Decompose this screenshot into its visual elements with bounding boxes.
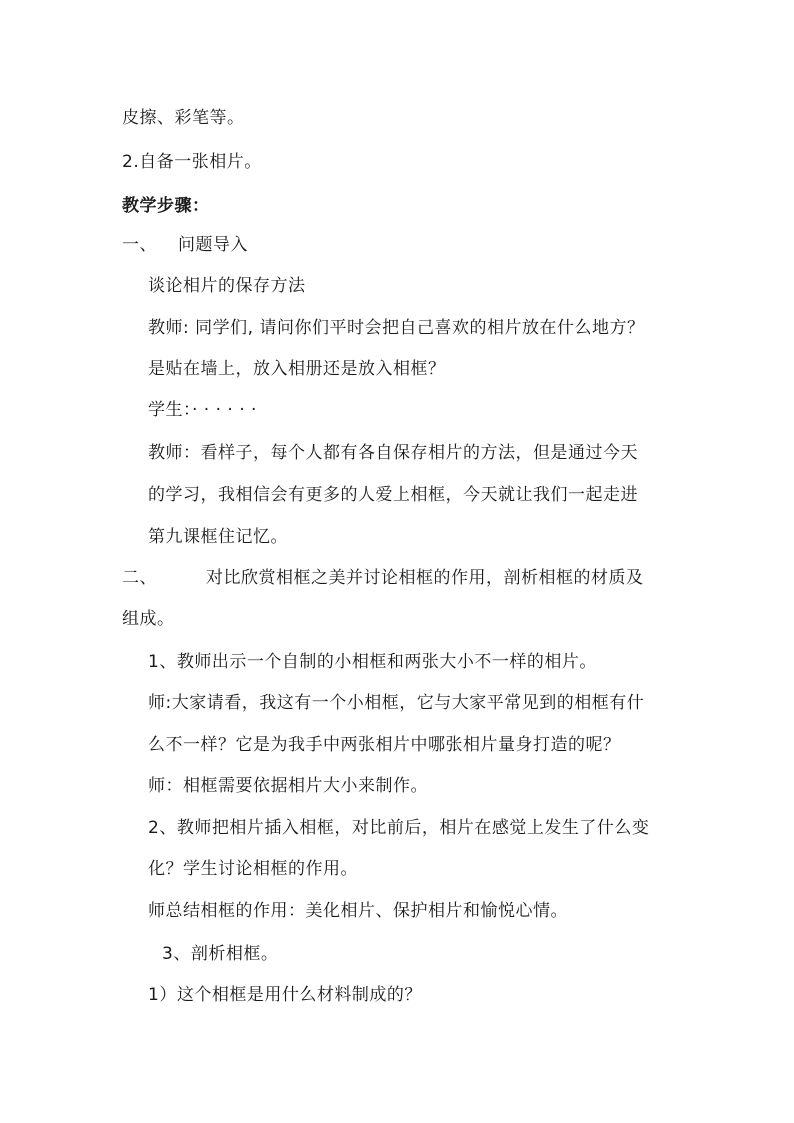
section-number: 二、 xyxy=(122,568,157,588)
text-line: 谈论相片的保存方法 xyxy=(148,276,306,296)
text-line: 化？学生讨论相框的作用。 xyxy=(148,859,358,879)
text-line: 1、教师出示一个自制的小相框和两张大小不一样的相片。 xyxy=(148,652,597,672)
section-number: 一、 xyxy=(122,235,157,255)
section-heading: 教学步骤： xyxy=(122,196,210,216)
text-line: 是贴在墙上，放入相册还是放入相框？ xyxy=(148,359,446,379)
text-line: 组成。 xyxy=(122,609,175,629)
section-title: 问题导入 xyxy=(178,235,248,255)
text-line: 师：相框需要依据相片大小来制作。 xyxy=(148,776,428,796)
text-line: 1）这个相框是用什么材料制成的？ xyxy=(148,985,422,1005)
text-line: 教师：看样子，每个人都有各自保存相片的方法，但是通过今天 xyxy=(148,443,638,463)
text-line: 师:大家请看，我这有一个小相框，它与大家平常见到的相框有什 xyxy=(148,693,645,713)
text-line: 么不一样？它是为我手中两张相片中哪张相片量身打造的呢？ xyxy=(148,735,621,755)
text-line: 3、剖析相框。 xyxy=(162,944,279,964)
text-line: 2.自备一张相片。 xyxy=(122,152,262,172)
text-line: 学生：· · · · · · xyxy=(148,400,257,420)
text-line: 师总结相框的作用：美化相片、保护相片和愉悦心情。 xyxy=(148,901,568,921)
section-title: 对比欣赏相框之美并讨论相框的作用，剖析相框的材质及 xyxy=(206,568,644,588)
text-line: 教师: 同学们, 请问你们平时会把自己喜欢的相片放在什么地方？ xyxy=(148,318,645,338)
text-line: 第九课框住记忆。 xyxy=(148,527,288,547)
text-line: 的学习，我相信会有更多的人爱上相框，今天就让我们一起走进 xyxy=(148,485,638,505)
text-line: 皮擦、彩笔等。 xyxy=(122,108,245,128)
text-line: 2、教师把相片插入相框，对比前后，相片在感觉上发生了什么变 xyxy=(148,818,650,838)
